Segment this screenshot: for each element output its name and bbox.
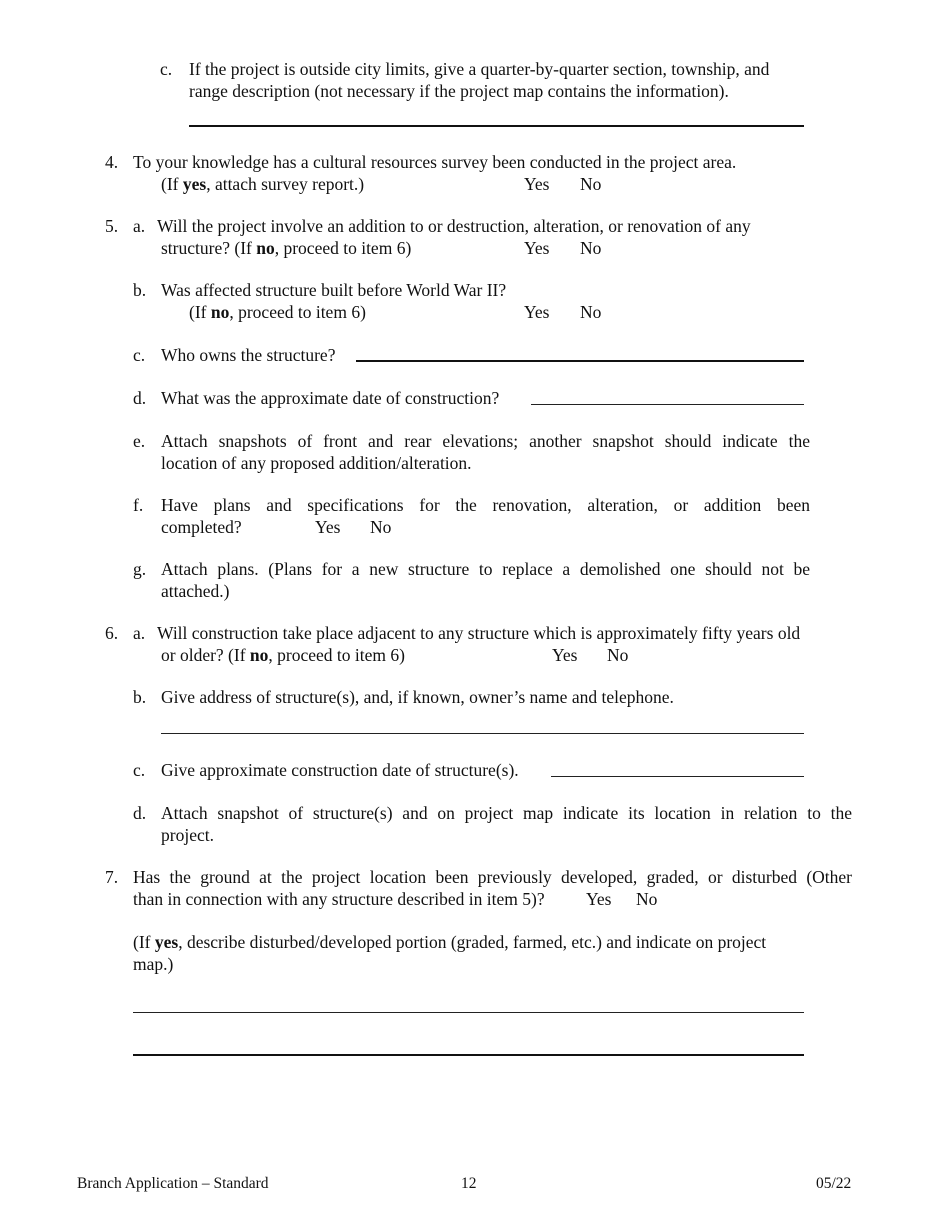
item5b-instruction: (If no, proceed to item 6) [189, 302, 366, 322]
item5a-no-option[interactable]: No [580, 238, 602, 258]
item6a-letter: a. [133, 623, 146, 643]
item6c-letter: c. [133, 760, 146, 780]
item5d-answer-line[interactable] [531, 404, 804, 405]
item5f-question-line1: Have plans and specifications for the renovation, alteration, or addition been [161, 495, 810, 515]
item6d-letter: d. [133, 803, 147, 823]
item5e-text-line2: location of any proposed addition/alteration. [161, 453, 472, 473]
item5f-yes-option[interactable]: Yes [315, 517, 341, 537]
item6c-question: Give approximate construction date of structure(s). [161, 760, 519, 780]
item7-answer-line-2[interactable] [133, 1054, 804, 1056]
item7-no-option[interactable]: No [636, 889, 658, 909]
item7-question-line2: than in connection with any structure described in item 5)? [133, 889, 545, 909]
item6b-letter: b. [133, 687, 147, 707]
item7-note-line2: map.) [133, 954, 174, 974]
item3c-letter: c. [160, 59, 173, 79]
item4-question: To your knowledge has a cultural resources survey been conducted in the project area. [133, 152, 737, 172]
item5f-no-option[interactable]: No [370, 517, 392, 537]
item5e-text-line1: Attach snapshots of front and rear elevations; another snapshot should indicate the [161, 431, 810, 451]
item4-yes-option[interactable]: Yes [524, 174, 550, 194]
item6-number: 6. [105, 623, 119, 643]
item7-yes-option[interactable]: Yes [586, 889, 612, 909]
item7-question-line1: Has the ground at the project location been previously developed, graded, or disturbed (Other [133, 867, 852, 887]
item5e-letter: e. [133, 431, 146, 451]
item5d-letter: d. [133, 388, 147, 408]
item5a-instruction: structure? (If no, proceed to item 6) [161, 238, 412, 258]
item3c-text-line2: range description (not necessary if the project map contains the information). [189, 81, 729, 101]
item6a-instruction: or older? (If no, proceed to item 6) [161, 645, 405, 665]
footer-revision-date: 05/22 [816, 1175, 852, 1192]
item7-note-line1: (If yes, describe disturbed/developed portion (graded, farmed, etc.) and indicate on project [133, 932, 767, 952]
item3c-text-line1: If the project is outside city limits, give a quarter-by-quarter section, township, and [189, 59, 770, 79]
footer-document-title: Branch Application – Standard [77, 1175, 269, 1192]
item5c-letter: c. [133, 345, 146, 365]
item5g-letter: g. [133, 559, 147, 579]
item5c-answer-line[interactable] [356, 360, 804, 362]
item5b-no-option[interactable]: No [580, 302, 602, 322]
item4-no-option[interactable]: No [580, 174, 602, 194]
item6b-question: Give address of structure(s), and, if known, owner’s name and telephone. [161, 687, 674, 707]
item4-number: 4. [105, 152, 119, 172]
item6a-question: Will construction take place adjacent to any structure which is approximately fifty years old [157, 623, 801, 643]
item6a-yes-option[interactable]: Yes [552, 645, 578, 665]
item5g-text-line2: attached.) [161, 581, 230, 601]
item5b-question: Was affected structure built before World War II? [161, 280, 507, 300]
item5g-text-line1: Attach plans. (Plans for a new structure to replace a demolished one should not be [161, 559, 810, 579]
item6b-answer-line[interactable] [161, 733, 804, 734]
item5d-question: What was the approximate date of construction? [161, 388, 500, 408]
footer-page-number: 12 [461, 1175, 477, 1192]
item5a-yes-option[interactable]: Yes [524, 238, 550, 258]
item7-answer-line-1[interactable] [133, 1012, 804, 1013]
item4-instruction: (If yes, attach survey report.) [161, 174, 365, 194]
item6d-text-line1: Attach snapshot of structure(s) and on project map indicate its location in relation to the [161, 803, 852, 823]
item6a-no-option[interactable]: No [607, 645, 629, 665]
item5b-letter: b. [133, 280, 147, 300]
item5b-yes-option[interactable]: Yes [524, 302, 550, 322]
item5c-question: Who owns the structure? [161, 345, 336, 365]
item7-number: 7. [105, 867, 119, 887]
item6d-text-line2: project. [161, 825, 214, 845]
item6c-answer-line[interactable] [551, 776, 804, 777]
item5f-question-line2: completed? [161, 517, 242, 537]
item5f-letter: f. [133, 495, 144, 515]
item5a-letter: a. [133, 216, 146, 236]
item5a-question: Will the project involve an addition to or destruction, alteration, or renovation of any [157, 216, 751, 236]
item3c-answer-line[interactable] [189, 125, 804, 127]
item5-number: 5. [105, 216, 119, 236]
